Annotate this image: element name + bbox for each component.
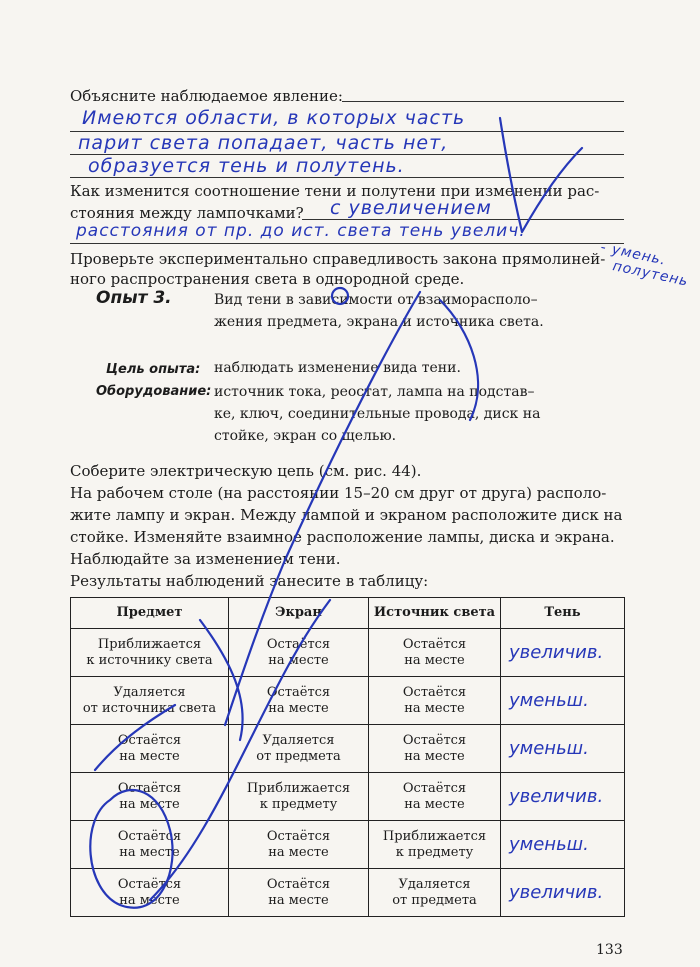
answer-line: [70, 243, 624, 244]
table-cell-handwritten: уменьш.: [501, 725, 625, 773]
table-cell: Остаётся на месте: [369, 629, 501, 677]
q2-answer-1: с увеличением: [330, 197, 492, 219]
instruction-line: Соберите электрическую цепь (см. рис. 44).: [70, 462, 422, 480]
goal-label: Цель опыта:: [106, 362, 201, 377]
table-cell: Приближается к предмету: [229, 773, 369, 821]
margin-note-2: полутень: [611, 258, 690, 290]
table-header-row: [71, 598, 625, 629]
equipment-line-1: источник тока, реостат, лампа на подстав–: [214, 384, 535, 400]
table-cell: Остаётся на месте: [229, 677, 369, 725]
table-cell: Остаётся на месте: [71, 773, 229, 821]
table-cell-handwritten: увеличив.: [501, 869, 625, 917]
table-row: [71, 821, 625, 869]
instruction-line: стойке. Изменяйте взаимное расположение лампы, диска и экрана.: [70, 528, 615, 546]
table-row: [71, 773, 625, 821]
table-cell: Остаётся на месте: [229, 869, 369, 917]
table-cell-handwritten: увеличив.: [501, 629, 625, 677]
table-cell: Удаляется от источника света: [71, 677, 229, 725]
header-shadow: Тень: [501, 598, 625, 629]
table-row: [71, 725, 625, 773]
results-table: [70, 597, 625, 917]
q2-line-1: Как изменится соотношение тени и полутени при изменении рас-: [70, 182, 600, 200]
equipment-line-2: ке, ключ, соединительные провода, диск на: [214, 406, 541, 422]
q1-answer-line-3: образуется тень и полутень.: [88, 155, 405, 177]
experiment-title-line-1: Вид тени в зависимости от взаиморасполо–: [214, 292, 538, 308]
table-cell: Остаётся на месте: [71, 869, 229, 917]
instruction-line: На рабочем столе (на расстоянии 15–20 см друг от друга) располо-: [70, 484, 607, 502]
table-row: [71, 677, 625, 725]
table-cell: Остаётся на месте: [71, 725, 229, 773]
table-cell: Остаётся на месте: [229, 821, 369, 869]
table-row: [71, 869, 625, 917]
margin-note-1: - умень.: [599, 239, 668, 269]
header-light-source: Источник света: [369, 598, 501, 629]
table-cell: Остаётся на месте: [369, 677, 501, 725]
q2-answer-2: расстояния от пр. до ист. света тень увелич.: [76, 221, 526, 241]
table-cell: Остаётся на месте: [71, 821, 229, 869]
table-cell: Приближается к предмету: [369, 821, 501, 869]
table-cell: Удаляется от предмета: [369, 869, 501, 917]
check-line-2: ного распространения света в однородной среде.: [70, 270, 465, 288]
experiment-title-line-2: жения предмета, экрана и источника света.: [214, 314, 544, 330]
answer-line: [342, 101, 624, 102]
check-mark-stroke: [500, 118, 582, 232]
table-cell: Остаётся на месте: [229, 629, 369, 677]
experiment-title: Опыт 3.: [96, 288, 172, 308]
header-object: Предмет: [71, 598, 229, 629]
equipment-line-3: стойке, экран со щелью.: [214, 428, 397, 444]
equipment-label: Оборудование:: [96, 384, 212, 399]
table-cell-handwritten: увеличив.: [501, 773, 625, 821]
check-line-1: Проверьте экспериментально справедливость закона прямолиней-: [70, 250, 606, 268]
instruction-line: жите лампу и экран. Между лампой и экраном расположите диск на: [70, 506, 623, 524]
q1-answer-line-1: Имеются области, в которых часть: [82, 107, 466, 129]
q1-answer-line-2: парит света попадает, часть нет,: [78, 132, 449, 154]
q1-label: Объясните наблюдаемое явление:: [70, 87, 343, 105]
table-cell: Удаляется от предмета: [229, 725, 369, 773]
table-cell-handwritten: уменьш.: [501, 821, 625, 869]
instruction-line: Результаты наблюдений занесите в таблицу:: [70, 572, 429, 590]
instruction-line: Наблюдайте за изменением тени.: [70, 550, 341, 568]
table-row: [71, 629, 625, 677]
header-screen: Экран: [229, 598, 369, 629]
q2-line-2: стояния между лампочками?: [70, 204, 304, 222]
table-cell: Остаётся на месте: [369, 725, 501, 773]
goal-text: наблюдать изменение вида тени.: [214, 360, 461, 376]
table-cell: Приближается к источнику света: [71, 629, 229, 677]
table-cell-handwritten: уменьш.: [501, 677, 625, 725]
table-cell: Остаётся на месте: [369, 773, 501, 821]
page-number: 133: [596, 942, 623, 958]
